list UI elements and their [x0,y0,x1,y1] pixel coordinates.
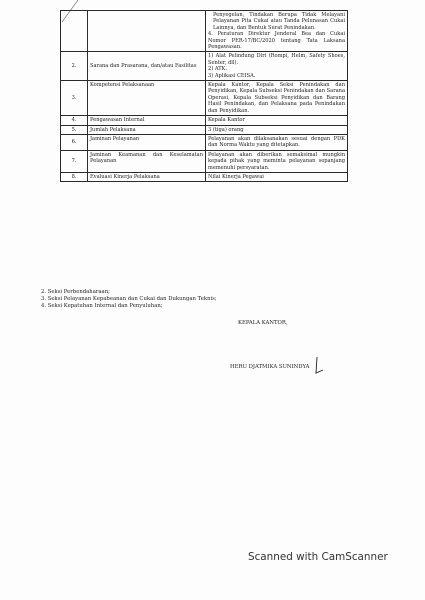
desc-line: Kepala Kantor, Kepala Seksi Penindakan dan Penyidikan, Kepala Subseksi Penindakan dan Sarana Operasi, Kepala Subseksi Penyidikan dan Barang Hasil Penindakan, dan Pelaksana pada Penindakan dan Penyidikan. [208,82,345,114]
row-number: 6. [61,134,88,150]
row-item: Kompetensi Pelaksanaan [88,81,206,116]
row-desc [206,150,348,172]
row-number: 8. [61,172,88,181]
table-row [61,116,348,125]
desc-line: 3) Aplikasi CEISA. [208,72,256,79]
row-item: Jaminan Keamanan dan Keselamatan Pelayanan [88,150,206,172]
row-item: Jumlah Pelaksana [88,125,206,134]
signature-title: KEPALA KANTOR, [238,320,288,326]
desc-line: 3 (tiga) orang [208,126,244,133]
row-item-cell [88,11,206,52]
desc-line: Pelayanan akan dilaksanakan sesuai dengan PDK dan Norma Waktu yang ditetapkan. [208,135,345,149]
row-number: 4. [61,116,88,125]
list-item: 4. Seksi Kepatuhan Internal dan Penyuluhan; [41,302,163,309]
row-number-cell [61,11,88,52]
desc-line: Penyegelan, Tindakan Berupa Tidak Melayani Pelayanan Pita Cukai atau Tanda Pelunasan Cukai Lainnya, dan Bentuk Surat Penindakan. [213,12,345,31]
table-row [61,172,348,181]
signature-mark [314,356,326,376]
row-number: 5. [61,125,88,134]
desc-line: Pelayanan akan diberikan semaksimal mungkin kepada pihak yang meminta pelayanan sepanjang memenuhi persyaratan. [208,151,345,171]
row-desc [206,134,348,150]
table-row [61,52,348,81]
row-desc [206,125,348,134]
scanner-watermark: Scanned with CamScanner [248,551,388,563]
table-row [61,134,348,150]
row-desc-cell [206,11,348,52]
row-number: 3. [61,81,88,116]
row-number: 7. [61,150,88,172]
desc-line: Kepala Kantor [208,117,245,124]
row-item: Sarana dan Prasarana, dan/atau Fasilitas [88,52,206,81]
desc-line: 1) Alat Pelindung Diri (Rompi, Helm, Safety Shoes, Senter, dll). [208,53,345,66]
row-item: Pengawasan Internal [88,116,206,125]
table-row [61,150,348,172]
section-list [41,289,217,310]
row-desc [206,81,348,116]
row-item: Jaminan Pelayanan [88,134,206,150]
row-item: Evaluasi Kinerja Pelaksana [88,172,206,181]
table-row-continued [61,11,348,52]
table-row [61,81,348,116]
signatory-name: HERU DJATMIKA SUNINDYA [230,364,310,370]
list-item: 2. Seksi Perbendaharaan; [41,289,110,295]
row-desc [206,52,348,81]
desc-line: Nilai Kinerja Pegawai [208,173,264,180]
desc-line: 4. Peraturan Direktur Jenderal Bea dan Cukai Nomor PER-17/BC/2020 tentang Tata Laksana Pengawasan. [208,31,345,51]
row-number: 2. [61,52,88,81]
desc-line: 2) ATK. [208,66,228,73]
row-desc [206,116,348,125]
list-item: 3. Seksi Pelayanan Kepabeanan dan Cukai dan Dukungan Teknis; [41,295,217,302]
row-desc [206,172,348,181]
sop-table [60,10,348,182]
table-row [61,125,348,134]
